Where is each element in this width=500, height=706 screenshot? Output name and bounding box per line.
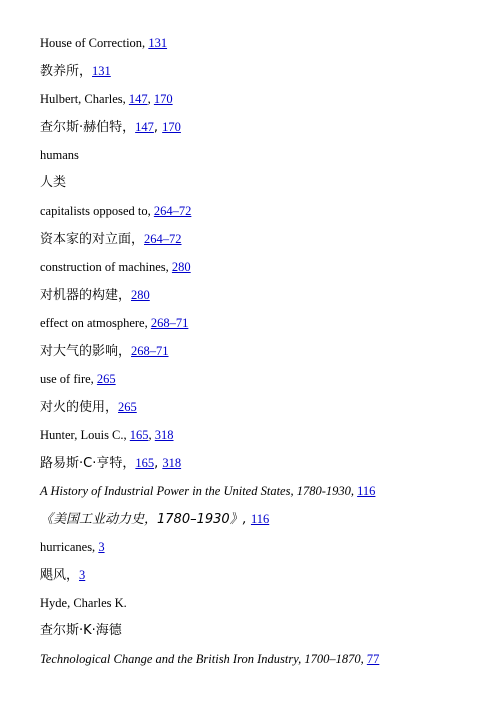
page-link[interactable]: 318 <box>154 428 174 442</box>
index-entry <box>40 117 500 145</box>
index-entry <box>40 173 500 201</box>
index-entry <box>40 397 500 425</box>
index-entry-label: 查尔斯·K·海德 <box>40 623 122 638</box>
index-entry <box>40 453 500 481</box>
index-entry-label: humans <box>40 148 79 162</box>
page-link[interactable]: 264–72 <box>153 204 192 218</box>
page-link[interactable]: 147 <box>128 92 148 106</box>
index-entry-label: 教养所， <box>40 64 93 79</box>
index-entry <box>40 313 500 341</box>
index-entry <box>40 565 500 593</box>
page-link[interactable]: 265 <box>96 372 116 386</box>
page-link[interactable]: 116 <box>250 512 270 526</box>
page-link[interactable]: 318 <box>162 456 182 470</box>
index-entry-label: capitalists opposed to, <box>40 204 154 218</box>
page-link[interactable]: 3 <box>79 568 86 582</box>
page-separator: , <box>147 92 154 106</box>
index-entry <box>40 341 500 369</box>
index-entry-label: 对火的使用， <box>40 400 119 415</box>
index-entry-label: Hunter, Louis C., <box>40 428 130 442</box>
page-link[interactable]: 170 <box>153 92 173 106</box>
page-link[interactable]: 268–71 <box>150 316 189 330</box>
page-link[interactable]: 170 <box>162 120 181 134</box>
index-entry-label: 查尔斯·赫伯特， <box>40 120 136 135</box>
page-link[interactable]: 165 <box>135 456 155 470</box>
index-entry <box>40 89 500 117</box>
index-entry <box>40 61 500 89</box>
index-entry <box>40 593 500 621</box>
index-entry <box>40 509 500 537</box>
index-entry <box>40 229 500 257</box>
page-link[interactable]: 280 <box>171 260 191 274</box>
index-entry <box>40 621 500 649</box>
index-entry <box>40 481 500 509</box>
index-entry <box>40 537 500 565</box>
page-link[interactable]: 280 <box>131 288 150 302</box>
index-entry <box>40 649 500 677</box>
index-entry-label: 资本家的对立面， <box>40 232 145 247</box>
index-entry <box>40 201 500 229</box>
index-entry <box>40 145 500 173</box>
page-link[interactable]: 131 <box>92 64 111 78</box>
index-entry-label: Technological Change and the British Iron Industry, 1700–1870, <box>40 652 367 666</box>
index-entry <box>40 425 500 453</box>
index-entry-label: Hulbert, Charles, <box>40 92 129 106</box>
index-entry-label: House of Correction, <box>40 36 149 50</box>
page-link[interactable]: 77 <box>366 652 380 666</box>
index-entry-label: effect on atmosphere, <box>40 316 151 330</box>
index-entry-label: A History of Industrial Power in the United States, 1780-1930, <box>40 484 358 498</box>
index-entry-label: 路易斯·C·亨特， <box>40 456 136 471</box>
index-entry-label: construction of machines, <box>40 260 172 274</box>
page-separator: , <box>148 428 155 442</box>
page-separator: , <box>154 456 163 471</box>
page-link[interactable]: 116 <box>357 484 376 498</box>
page-link[interactable]: 131 <box>148 36 168 50</box>
index-entry-label: 飓风， <box>40 568 80 583</box>
page-separator: , <box>153 120 163 135</box>
index-entry-label: use of fire, <box>40 372 97 386</box>
index-entry <box>40 257 500 285</box>
index-entry-label: 对大气的影响， <box>40 344 132 359</box>
page-link[interactable]: 3 <box>98 540 105 554</box>
index-entry-label: hurricanes, <box>40 540 99 554</box>
page-link[interactable]: 147 <box>135 120 154 134</box>
index-entry <box>40 369 500 397</box>
index-entry-label: 对机器的构建， <box>40 288 132 303</box>
index-entry <box>40 33 500 61</box>
page-link[interactable]: 268–71 <box>131 344 169 358</box>
page-link[interactable]: 264–72 <box>144 232 182 246</box>
index-entry-label: 《美国工业动力史，1780–1930》, <box>40 512 251 527</box>
page-link[interactable]: 165 <box>129 428 149 442</box>
index-entry <box>40 285 500 313</box>
page-link[interactable]: 265 <box>118 400 137 414</box>
index-entry-label: Hyde, Charles K. <box>40 596 127 610</box>
index-entry-label: 人类 <box>40 175 67 190</box>
